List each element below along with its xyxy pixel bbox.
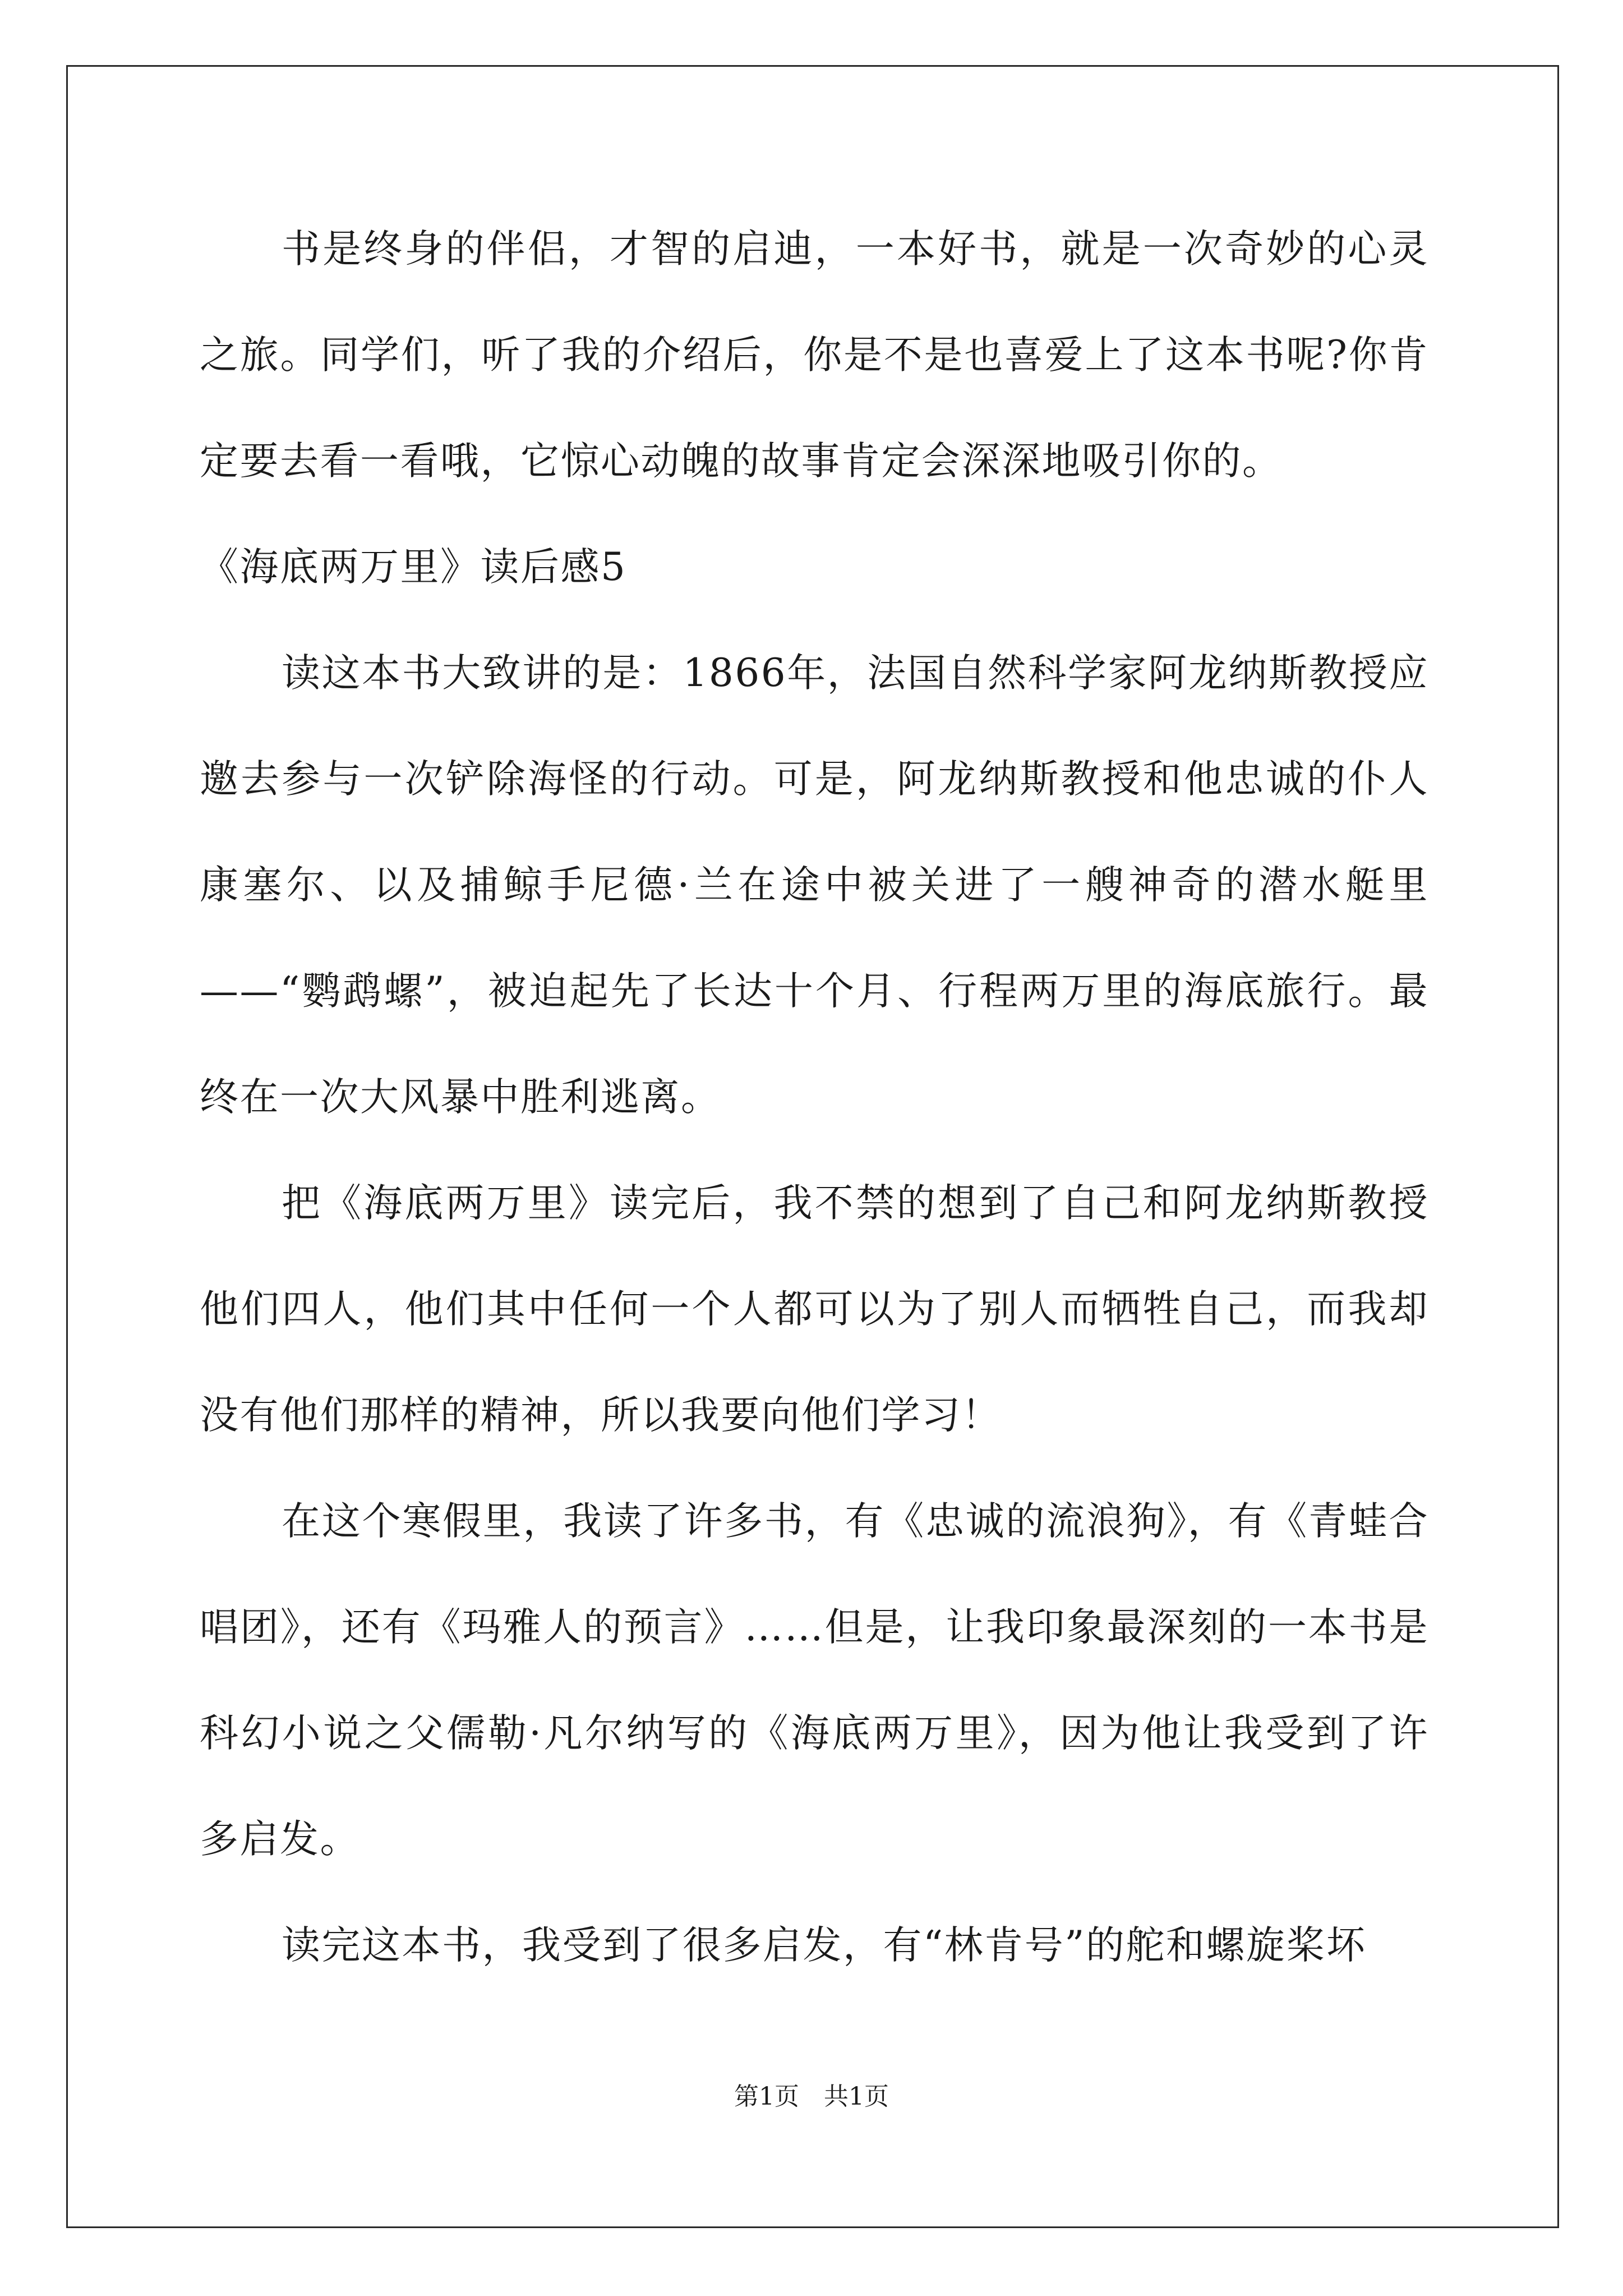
paragraph-book-companion: 书是终身的伴侣，才智的启迪，一本好书，就是一次奇妙的心灵之旅。同学们，听了我的介绍后，你是不是也喜爱上了这本书呢?你肯定要去看一看哦，它惊心动魄的故事肯定会深深地吸引你的。 [200,227,1429,484]
paragraph-summary: 读这本书大致讲的是：1866年，法国自然科学家阿龙纳斯教授应邀去参与一次铲除海怪的行动。可是，阿龙纳斯教授和他忠诚的仆人康塞尔、以及捕鲸手尼德·兰在途中被关进了一艘神奇的潜水艇里——“鹦鹉螺”，被迫起先了长达十个月、行程两万里的海底旅行。最终在一次大风暴中胜利逃离。 [200,651,1429,1120]
paragraph-inspiration: 读完这本书，我受到了很多启发，有“林肯号”的舵和螺旋桨坏 [282,1923,1367,1968]
page-number-footer: 第1页 共1页 [734,2082,889,2111]
paragraph-reflection: 把《海底两万里》读完后，我不禁的想到了自己和阿龙纳斯教授他们四人，他们其中任何一个人都可以为了别人而牺牲自己，而我却没有他们那样的精神，所以我要向他们学习！ [200,1181,1429,1438]
document-body [200,196,1429,1999]
paragraph-winter-reading: 在这个寒假里，我读了许多书，有《忠诚的流浪狗》，有《青蛙合唱团》，还有《玛雅人的预言》……但是，让我印象最深刻的一本书是科幻小说之父儒勒·凡尔纳写的《海底两万里》，因为他让我受到了许多启发。 [200,1499,1429,1862]
section-heading: 《海底两万里》读后感5 [200,545,627,590]
